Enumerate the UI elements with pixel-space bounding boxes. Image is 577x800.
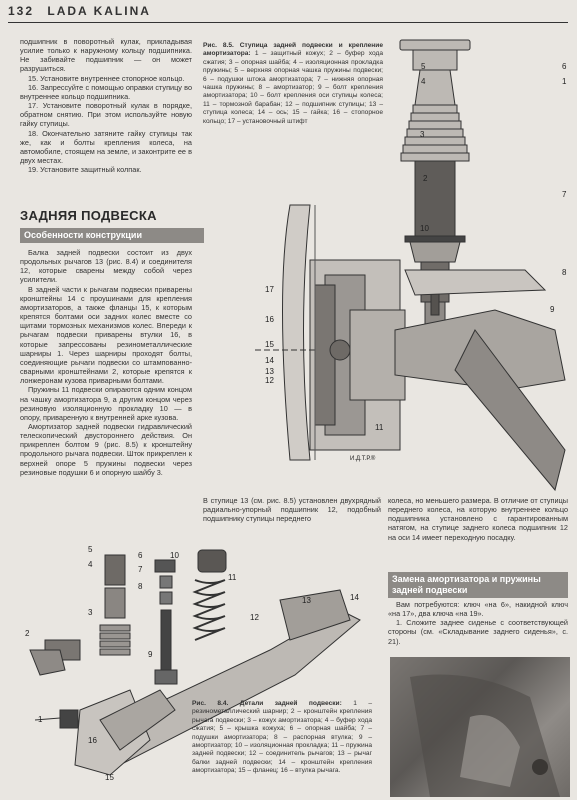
- paragraph: 1. Сложите заднее сиденье с соответствующей стороны (см. «Складывание заднего сиденья», с. 21).: [388, 618, 568, 646]
- fig85-hub-diagram: [255, 30, 575, 505]
- callout: 7: [562, 190, 567, 199]
- callout: 2: [423, 174, 428, 183]
- callout: 6: [138, 551, 143, 560]
- callout: 11: [375, 423, 384, 432]
- photo-shape: [390, 657, 570, 797]
- callout: 15: [105, 773, 114, 782]
- paragraph: Амортизатор задней подвески гидравлический телескопический двустороннего действия. Он прикреплен болтом 9 (рис. 8.5) к кронштейну продольного рычага подвески. Шток прикреплен к верхней опоре 5 пружины подвески через резиновые подушки 6 и опорную шайбу 3.: [20, 421, 192, 477]
- callout: 3: [420, 130, 425, 139]
- left-body-text: [20, 248, 192, 477]
- callout: 13: [302, 596, 311, 605]
- callout: 8: [562, 268, 567, 277]
- paragraph: 17. Установите поворотный кулак в порядке, обратном снятию. При этом используйте новую гайку ступицы.: [20, 101, 192, 129]
- section-title: ЗАДНЯЯ ПОДВЕСКА: [20, 208, 157, 223]
- callout: 4: [421, 77, 426, 86]
- callout: 14: [265, 356, 274, 365]
- callout: 15: [265, 340, 274, 349]
- subsection-title: Особенности конструкции: [20, 228, 204, 243]
- watermark: И.Д.Т.Р.®: [350, 456, 376, 462]
- left-top-text: [20, 37, 192, 174]
- paragraph: Балка задней подвески состоит из двух продольных рычагов 13 (рис. 8.4) и соединителя 12, которые сварены между собой через усилители.: [20, 248, 192, 285]
- callout: 13: [265, 367, 274, 376]
- callout: 5: [421, 62, 426, 71]
- callout: 9: [550, 305, 555, 314]
- paragraph: В задней части к рычагам подвески приварены кронштейны 14 с проушинами для крепления амортизаторов, а также фланцы 15, к которым крепятся болтами оси задних колес вместе со щитами тормозных механизмов колес. Впереди к рычагам подвески приварены втулки 16, в которые запрессованы резинометаллические шарниры 1. Через шарниры проходят болты, соединяющие рычаги подвески со штампованно-сварными кронштейнами 2, которые крепятся к лонжеронам кузова приварными болтами.: [20, 284, 192, 386]
- callout: 10: [170, 551, 179, 560]
- callout: 14: [350, 593, 359, 602]
- callout: 11: [228, 573, 237, 582]
- replace-section-title: Замена амортизатора и пружины задней подвески: [388, 572, 568, 598]
- paragraph: 16. Запрессуйте с помощью оправки ступицу во внутреннее кольцо подшипника.: [20, 82, 192, 101]
- page-number: 132: [8, 4, 35, 18]
- paragraph: 18. Окончательно затяните гайку ступицы так же, как и болты крепления колеса, на автомобиле, стоящем на земле, и законтрите ее в двух местах.: [20, 128, 192, 166]
- hub-drawing: [255, 205, 565, 490]
- paragraph: Вам потребуются: ключ «на 6», накидной ключ «на 17», два ключа «на 19».: [388, 600, 568, 619]
- paragraph: В ступице 13 (см. рис. 8.5) установлен двухрядный радиально-упорный подшипник 12, подобный подшипнику ступицы переднего: [203, 496, 381, 524]
- fig85-caption-text: 1 – защитный кожух; 2 – буфер хода сжатия; 3 – опорная шайба; 4 – изоляционная прокладка пружины; 5 – верхняя опорная чашка пружины подвески; 6 – подушки штока амортизатора; 7 – нижняя опорная чашка пружины; 8 – амортизатор; 9 – болт крепления амортизатора; 10 – болт крепления оси ступицы колеса; 11 – тормозной барабан; 12 – подшипник ступицы; 13 – ступица колеса; 14 – ось; 15 – гайка; 16 – стопорное кольцо; 17 – установочный штифт: [203, 50, 383, 125]
- paragraph: Пружины 11 подвески опираются одним концом на чашку амортизатора 9, а другим концом через резиновую изоляционную прокладку 10 — в опору, приваренную к внутренней арке кузова.: [20, 385, 192, 422]
- paragraph: колеса, но меньшего размера. В отличие от ступицы переднего колеса, на которую внутреннее кольцо подшипника установлено с гарантированным натягом, на ступице заднего колеса подшипник 12 на оси 14 имеет переходную посадку.: [388, 496, 568, 542]
- fig85-caption-label: Рис. 8.5. Ступица задней подвески и крепление амортизатора:: [203, 42, 383, 58]
- paragraph: 19. Установите защитный колпак.: [28, 165, 142, 175]
- callout: 10: [420, 224, 429, 233]
- callout: 12: [265, 376, 274, 385]
- page-header: [8, 4, 568, 23]
- callout: 16: [265, 315, 274, 324]
- hub-text-continued: [388, 496, 568, 542]
- callout: 17: [265, 285, 274, 294]
- hub-text: [203, 496, 381, 523]
- book-title: LADA KALINA: [47, 4, 151, 18]
- callout: 5: [88, 545, 93, 554]
- callout: 1: [562, 77, 567, 86]
- callout: 1: [38, 715, 43, 724]
- callout: 9: [148, 650, 153, 659]
- fig84-caption-text: 1 – резинометаллический шарнир; 2 – кронштейн крепления рычага подвески; 3 – кожух амортизатора; 4 – буфер хода сжатия; 5 – крышка кожуха; 6 – опорная шайба; 7 – подушки амортизатора; 8 – распорная втулка; 9 – амортизатор; 10 – изоляционная прокладка; 11 – пружина задней подвески; 12 – соединитель рычагов; 13 – рычаг балки задней подвески; 14 – кронштейн крепления амортизатора; 15 – фланец; 16 – втулка рычага.: [192, 700, 372, 775]
- callout: 2: [25, 629, 30, 638]
- photo-rear-seat: [390, 657, 570, 797]
- callout: 16: [88, 736, 97, 745]
- callout: 12: [250, 613, 259, 622]
- paragraph: 15. Установите внутреннее стопорное кольцо.: [28, 73, 185, 83]
- callout: 8: [138, 582, 143, 591]
- callout: 4: [88, 560, 93, 569]
- callout: 7: [138, 565, 143, 574]
- fig84-caption: [192, 700, 372, 776]
- paragraph: подшипник в поворотный кулак, прикладывая усилие только к наружному кольцу подшипника. Не забивайте подшипник — он может разрушиться.: [20, 37, 192, 74]
- replace-text: [388, 600, 568, 646]
- callout: 3: [88, 608, 93, 617]
- fig84-caption-label: Рис. 8.4. Детали задней подвески:: [192, 700, 342, 707]
- callout: 6: [562, 62, 567, 71]
